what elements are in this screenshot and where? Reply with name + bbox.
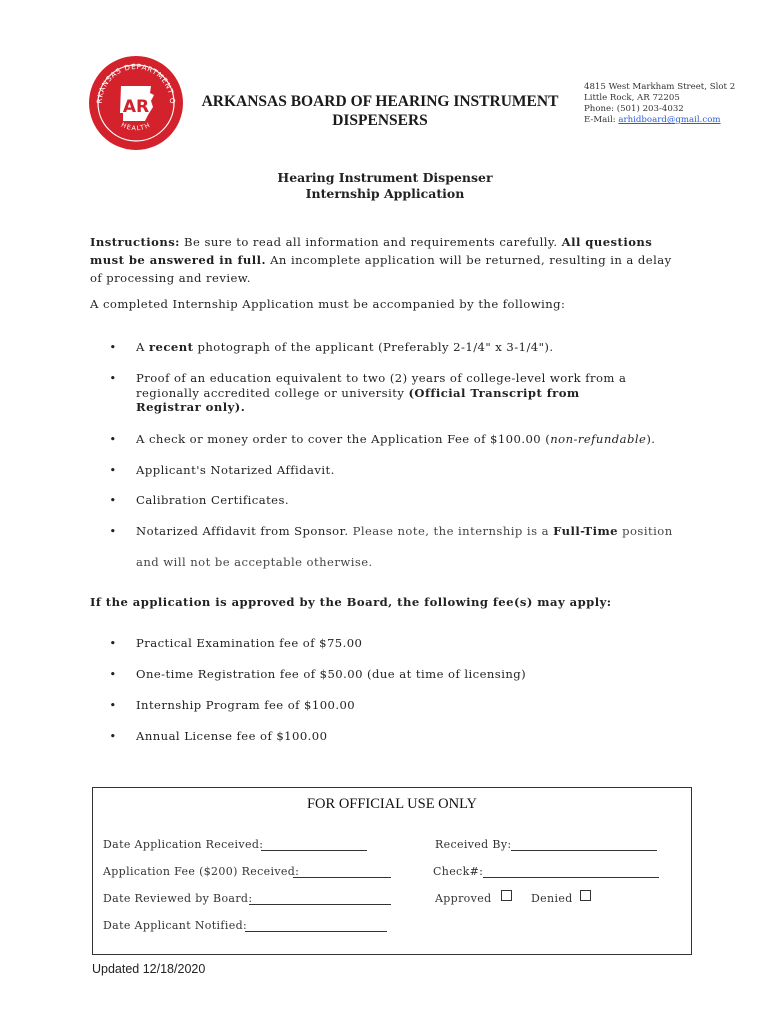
date-notified-line[interactable]	[245, 931, 387, 932]
contact-block	[584, 82, 735, 126]
board-name	[190, 92, 570, 130]
check-number-label: Check#:	[433, 865, 484, 878]
address-line1: 4815 West Markham Street, Slot 2	[584, 82, 736, 92]
seal-bottom-text: HEALTH	[119, 120, 153, 133]
approved-checkbox[interactable]	[501, 890, 512, 901]
received-by-label: Received By:	[435, 838, 512, 851]
date-reviewed-line[interactable]	[249, 904, 391, 905]
received-by-line[interactable]	[511, 850, 657, 851]
instructions-text2: An incomplete application will be returned, resulting in a delay of processing and review.	[90, 253, 672, 285]
board-name-line1: ARKANSAS BOARD OF HEARING INSTRUMENT	[201, 93, 559, 110]
date-received-label: Date Application Received:	[103, 838, 264, 851]
fees-heading: If the application is approved by the Board, the following fee(s) may apply:	[90, 595, 612, 609]
accompanied-text: A completed Internship Application must be accompanied by the following:	[90, 297, 566, 311]
seal-ar-letters: AR	[122, 97, 150, 117]
instructions-text1: Be sure to read all information and requirements carefully.	[179, 235, 562, 249]
title-line1: Hearing Instrument Dispenser	[277, 170, 493, 185]
email-label: E-Mail:	[584, 115, 619, 125]
arkansas-health-seal	[88, 55, 184, 151]
instructions-label: Instructions:	[90, 235, 180, 249]
application-fee-line[interactable]	[293, 877, 391, 878]
document-title	[190, 170, 580, 202]
phone: Phone: (501) 203-4032	[584, 104, 684, 114]
official-use-title: FOR OFFICIAL USE ONLY	[306, 796, 477, 812]
address-line2: Little Rock, AR 72205	[584, 93, 680, 103]
board-name-line2: DISPENSERS	[332, 112, 428, 129]
email-link[interactable]: arhidboard@gmail.com	[618, 115, 721, 125]
title-line2: Internship Application	[305, 186, 465, 201]
denied-label: Denied	[531, 892, 573, 905]
instructions-paragraph	[90, 233, 680, 287]
official-use-box	[92, 787, 692, 955]
approved-label: Approved	[435, 892, 492, 905]
seal-top-text: RKANSAS DEPARTMENT O	[94, 61, 178, 105]
check-number-line[interactable]	[483, 877, 659, 878]
updated-date: Updated 12/18/2020	[92, 962, 206, 976]
date-received-line[interactable]	[261, 850, 367, 851]
denied-checkbox[interactable]	[580, 890, 591, 901]
application-fee-label: Application Fee ($200) Received:	[103, 865, 300, 878]
email-line	[584, 115, 735, 126]
date-reviewed-label: Date Reviewed by Board:	[103, 892, 253, 905]
instructions-bold: All questions must be answered in full.	[90, 235, 653, 267]
date-notified-label: Date Applicant Notified:	[103, 919, 248, 932]
